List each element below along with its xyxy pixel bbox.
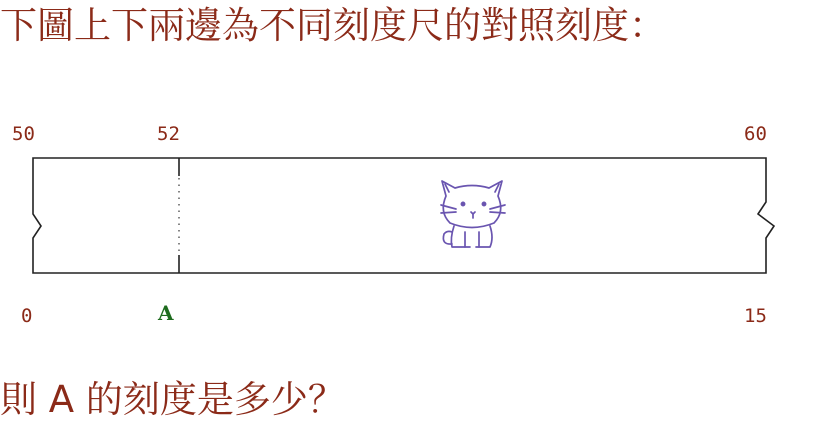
top-label-left: 50 [12,123,35,145]
top-label-right: 60 [744,123,767,145]
point-a-label: A [158,301,174,325]
bottom-label-right: 15 [744,305,767,327]
cat-icon [441,181,505,247]
ruler-outline [33,158,774,273]
question-text: 下圖上下兩邊為不同刻度尺的對照刻度： [0,4,666,47]
top-label-mark: 52 [157,123,180,145]
bottom-label-left: 0 [21,305,33,327]
prompt-text: 則 A 的刻度是多少？ [0,378,345,421]
